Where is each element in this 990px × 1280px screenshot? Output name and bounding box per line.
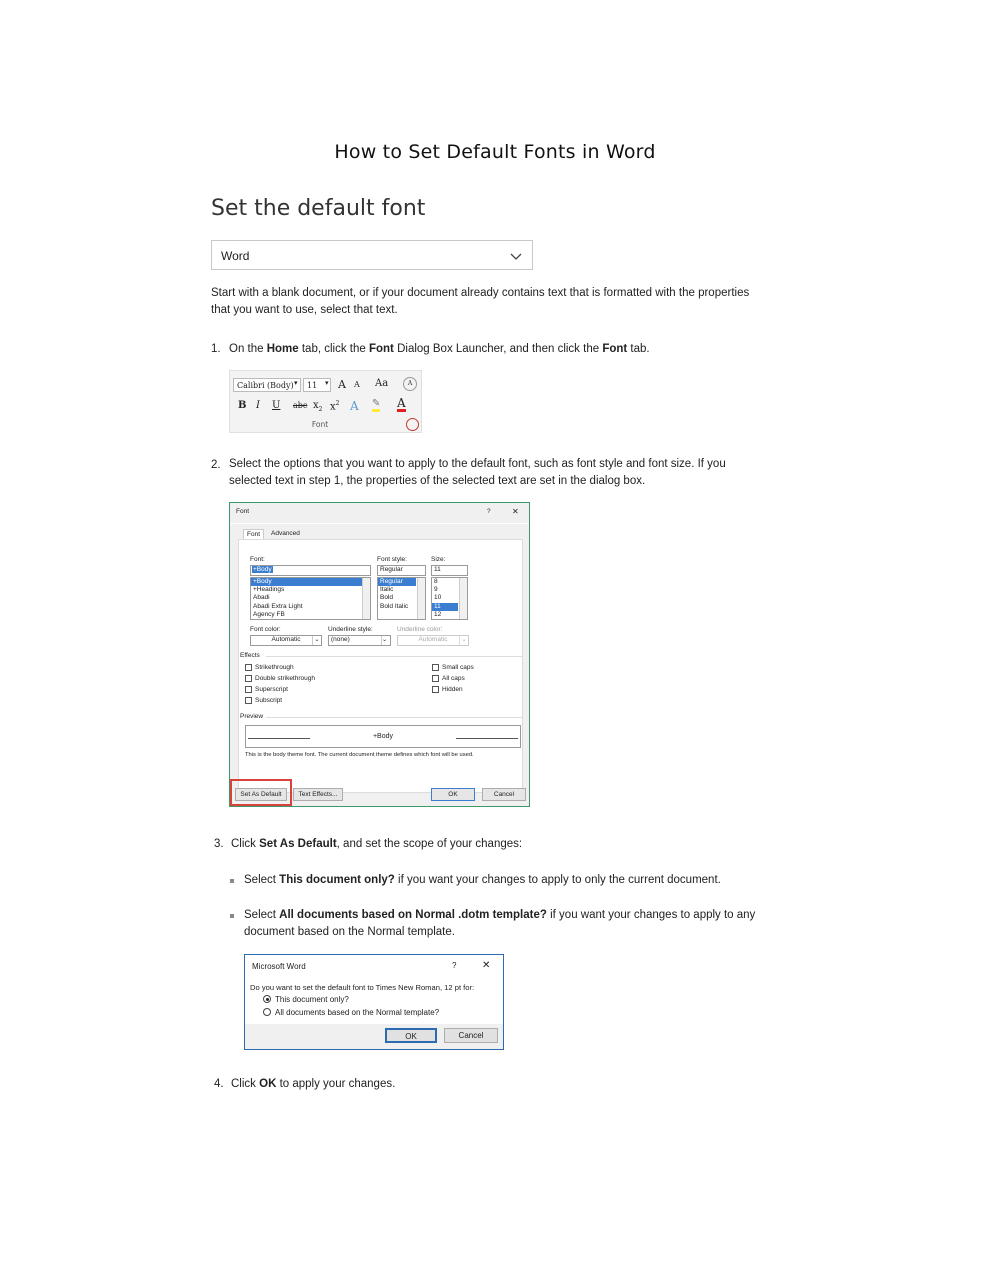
- all-documents-label: All documents based on the Normal template?: [275, 1008, 440, 1017]
- superscript-button[interactable]: $x^2$: [330, 400, 340, 413]
- style-list[interactable]: [377, 577, 426, 620]
- tab-font[interactable]: Font: [243, 529, 264, 539]
- bullet-item-2-line-2: document based on the Normal template.: [244, 926, 455, 938]
- step3-text: Click Set As Default, and set the scope of your changes:: [231, 838, 523, 850]
- intro-line-2: that you want to use, select that text.: [211, 304, 398, 316]
- help-icon[interactable]: ?: [452, 961, 457, 970]
- document-title: How to Set Default Fonts in Word: [334, 141, 656, 163]
- preview-note: This is the body theme font. The current document theme defines which font will be used.: [245, 752, 474, 758]
- small-caps-label: Small caps: [442, 664, 474, 671]
- list-item[interactable]: 8: [434, 578, 438, 585]
- step-number: 2.: [211, 459, 221, 471]
- font-color-icon[interactable]: A: [397, 396, 406, 410]
- cancel-button[interactable]: Cancel: [482, 788, 526, 801]
- cancel-button[interactable]: Cancel: [444, 1028, 498, 1043]
- superscript-checkbox[interactable]: [245, 686, 252, 693]
- font-label: Font:: [250, 556, 265, 563]
- dialog-title: Microsoft Word: [252, 962, 306, 971]
- this-document-label: This document only?: [275, 995, 349, 1004]
- dialog-title: Font: [236, 508, 250, 515]
- underline-style-label: Underline style:: [328, 626, 373, 633]
- highlight-icon[interactable]: ✎: [372, 399, 380, 412]
- style-label: Font style:: [377, 556, 407, 563]
- size-input[interactable]: 11: [431, 565, 468, 576]
- intro-paragraph: [211, 285, 771, 319]
- scrollbar[interactable]: [417, 578, 425, 619]
- bullet-marker: [230, 879, 234, 883]
- list-item[interactable]: 9: [434, 586, 438, 594]
- subscript-button[interactable]: $x_2$: [313, 400, 323, 413]
- hidden-label: Hidden: [442, 686, 463, 693]
- dialog-launcher-icon[interactable]: [406, 418, 419, 431]
- list-item[interactable]: +Body: [251, 578, 370, 586]
- step2-line-2: selected text in step 1, the properties of the selected text are set in the dialog box.: [229, 475, 646, 487]
- step-number: 4.: [214, 1078, 224, 1090]
- underline-color-select: Automatic ⌄: [397, 635, 469, 646]
- app-select-dropdown[interactable]: [211, 240, 533, 270]
- style-input[interactable]: Regular: [377, 565, 426, 576]
- size-list[interactable]: [431, 577, 468, 620]
- close-icon[interactable]: ✕: [512, 507, 519, 516]
- strikethrough-label: Strikethrough: [255, 664, 294, 671]
- tab-advanced[interactable]: Advanced: [271, 530, 300, 537]
- this-document-radio[interactable]: [263, 995, 271, 1003]
- grow-font-button[interactable]: A: [338, 378, 346, 391]
- superscript-label: Superscript: [255, 686, 288, 693]
- text-effects-icon[interactable]: A: [350, 399, 359, 413]
- list-item[interactable]: Agency FB: [253, 610, 285, 618]
- change-case-button[interactable]: Aa: [375, 378, 389, 389]
- list-item[interactable]: Bold: [380, 594, 394, 602]
- subscript-label: Subscript: [255, 697, 283, 704]
- effects-label: Effects: [240, 652, 260, 659]
- bullet-marker: [230, 914, 234, 918]
- clear-format-icon[interactable]: A: [403, 377, 417, 391]
- step2-text: [229, 456, 769, 490]
- preview-text: +Body: [372, 733, 394, 740]
- ok-button[interactable]: OK: [385, 1028, 437, 1043]
- list-item[interactable]: Italic: [380, 586, 394, 594]
- chevron-down-icon: ⌄: [312, 636, 321, 645]
- underline-button[interactable]: U: [272, 400, 281, 411]
- small-caps-checkbox[interactable]: [432, 664, 439, 671]
- step4-text: Click OK to apply your changes.: [231, 1078, 396, 1090]
- app-select-value: Word: [221, 249, 250, 263]
- underline-color-label: Underline color:: [397, 626, 443, 633]
- font-color-select[interactable]: Automatic ⌄: [250, 635, 322, 646]
- bullet-item-1: Select This document only? if you want your changes to apply to only the current document.: [244, 874, 721, 886]
- font-list[interactable]: [250, 577, 371, 620]
- double-strikethrough-checkbox[interactable]: [245, 675, 252, 682]
- chevron-down-icon[interactable]: ▾: [325, 379, 329, 387]
- intro-line-1: Start with a blank document, or if your document already contains text that is formatted with the properties: [211, 287, 750, 299]
- text-effects-button[interactable]: Text Effects...: [293, 788, 343, 801]
- list-item[interactable]: 10: [434, 594, 442, 602]
- group-label: Font: [311, 420, 329, 429]
- step1-text: On the Home tab, click the Font Dialog Box Launcher, and then click the Font tab.: [229, 343, 650, 355]
- step-number: 1.: [211, 343, 221, 355]
- chevron-down-icon: ⌄: [381, 636, 390, 645]
- preview-box: [245, 725, 521, 748]
- all-documents-radio[interactable]: [263, 1008, 271, 1016]
- list-item[interactable]: Regular: [378, 578, 416, 586]
- all-caps-checkbox[interactable]: [432, 675, 439, 682]
- strikethrough-button[interactable]: abc: [293, 401, 308, 410]
- ok-button[interactable]: OK: [431, 788, 475, 801]
- list-item[interactable]: Abadi Extra Light: [253, 602, 303, 610]
- italic-button[interactable]: I: [256, 400, 260, 411]
- scrollbar[interactable]: [362, 578, 370, 619]
- chevron-down-icon: ⌄: [459, 636, 468, 645]
- list-item[interactable]: 12: [434, 610, 442, 618]
- size-label: Size:: [431, 556, 446, 563]
- bullet-item-2: Select All documents based on Normal .dotm template? if you want your changes to apply to any document based on the Normal template.: [244, 907, 774, 941]
- step2-line-1: Select the options that you want to apply to the default font, such as font style and font size. If you: [229, 458, 726, 470]
- font-dialog: [229, 502, 530, 807]
- dialog-question: Do you want to set the default font to Times New Roman, 12 pt for:: [250, 983, 475, 992]
- close-icon[interactable]: ✕: [482, 960, 491, 971]
- preview-label: Preview: [240, 713, 264, 720]
- subscript-checkbox[interactable]: [245, 697, 252, 704]
- font-input[interactable]: +Body: [250, 565, 371, 576]
- list-item[interactable]: Abadi: [253, 594, 270, 602]
- hidden-checkbox[interactable]: [432, 686, 439, 693]
- font-size-box[interactable]: 11: [303, 378, 331, 392]
- list-item[interactable]: 11: [432, 603, 458, 611]
- all-caps-label: All caps: [442, 675, 465, 682]
- confirm-dialog: [244, 954, 504, 1050]
- double-strikethrough-label: Double strikethrough: [255, 675, 315, 682]
- scrollbar[interactable]: [459, 578, 467, 619]
- step-number: 3.: [214, 838, 224, 850]
- list-item[interactable]: +Headings: [253, 586, 285, 594]
- set-as-default-button[interactable]: Set As Default: [235, 788, 287, 801]
- strikethrough-checkbox[interactable]: [245, 664, 252, 671]
- list-item[interactable]: Bold Italic: [380, 602, 409, 610]
- bold-button[interactable]: B: [238, 400, 247, 411]
- help-icon[interactable]: ?: [487, 508, 491, 515]
- shrink-font-button[interactable]: A: [354, 380, 360, 389]
- font-color-label: Font color:: [250, 626, 281, 633]
- font-ribbon-group: [229, 370, 422, 433]
- underline-style-select[interactable]: (none) ⌄: [328, 635, 391, 646]
- section-heading: Set the default font: [211, 196, 426, 221]
- chevron-down-icon: [510, 250, 522, 262]
- chevron-down-icon[interactable]: ▾: [294, 379, 298, 387]
- font-name-box[interactable]: Calibri (Body): [233, 378, 301, 392]
